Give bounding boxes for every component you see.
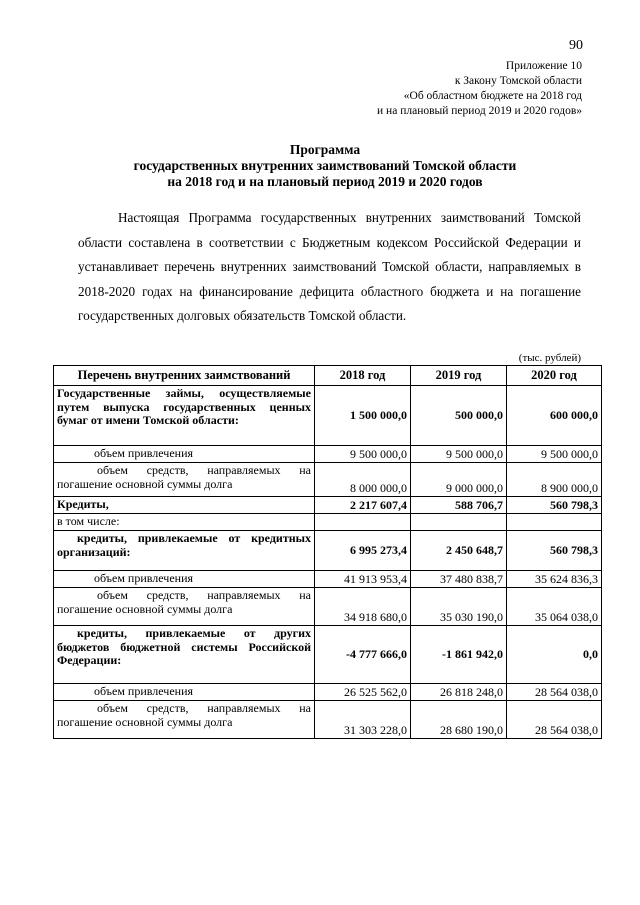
row-label: объем средств, направляемых на погашение основной суммы долга [54, 588, 315, 626]
cell-2020: 600 000,0 [507, 386, 602, 446]
table-row [54, 446, 602, 463]
cell-2018: 26 525 562,0 [315, 684, 411, 701]
table-header-row [54, 366, 602, 386]
cell-2018: 41 913 953,4 [315, 571, 411, 588]
appendix-line: и на плановый период 2019 и 2020 годов» [377, 105, 582, 117]
appendix-line: «Об областном бюджете на 2018 год [403, 90, 582, 102]
cell-2020: 9 500 000,0 [507, 446, 602, 463]
title-line: на 2018 год и на плановый период 2019 и 2020 годов [167, 174, 483, 189]
title-line: Программа [289, 142, 361, 157]
cell-2020: 560 798,3 [507, 497, 602, 514]
units-note: (тыс. рублей) [518, 352, 581, 364]
table-row [54, 514, 602, 531]
row-label: кредиты, привлекаемые от кредитных организаций: [54, 531, 315, 571]
table-row [54, 626, 602, 684]
cell-2020: 8 900 000,0 [507, 463, 602, 497]
cell-2020: 35 624 836,3 [507, 571, 602, 588]
table-row [54, 463, 602, 497]
appendix-line: Приложение 10 [505, 60, 582, 72]
table-row [54, 588, 602, 626]
table-row [54, 497, 602, 514]
cell-2019: 28 680 190,0 [411, 701, 507, 739]
cell-2019: 500 000,0 [411, 386, 507, 446]
row-label: кредиты, привлекаемые от других бюджетов бюджетной системы Российской Федерации: [54, 626, 315, 684]
cell-2020: 28 564 038,0 [507, 701, 602, 739]
intro-paragraph [78, 206, 581, 329]
row-label: объем привлечения [54, 684, 315, 701]
row-label: в том числе: [54, 514, 315, 531]
cell-2019 [411, 514, 507, 531]
cell-2019: 26 818 248,0 [411, 684, 507, 701]
row-label: Кредиты, [54, 497, 315, 514]
cell-2019: 37 480 838,7 [411, 571, 507, 588]
cell-2018: -4 777 666,0 [315, 626, 411, 684]
cell-2019: -1 861 942,0 [411, 626, 507, 684]
table-row [54, 701, 602, 739]
row-label: объем средств, направляемых на погашение основной суммы долга [54, 701, 315, 739]
cell-2019: 9 000 000,0 [411, 463, 507, 497]
cell-2018: 34 918 680,0 [315, 588, 411, 626]
table-row [54, 571, 602, 588]
table-row [54, 684, 602, 701]
appendix-header [262, 59, 582, 119]
header-cell: 2018 год [315, 366, 411, 386]
page-number: 90 [569, 38, 583, 53]
cell-2019: 588 706,7 [411, 497, 507, 514]
cell-2019: 35 030 190,0 [411, 588, 507, 626]
cell-2018: 1 500 000,0 [315, 386, 411, 446]
cell-2020: 0,0 [507, 626, 602, 684]
cell-2020: 35 064 038,0 [507, 588, 602, 626]
cell-2020: 28 564 038,0 [507, 684, 602, 701]
table-row [54, 386, 602, 446]
cell-2018: 2 217 607,4 [315, 497, 411, 514]
cell-2020: 560 798,3 [507, 531, 602, 571]
row-label: Государственные займы, осуществляемые путем выпуска государственных ценных бумаг от имени Томской области: [54, 386, 315, 446]
appendix-line: к Закону Томской области [454, 75, 582, 87]
cell-2018 [315, 514, 411, 531]
cell-2018: 8 000 000,0 [315, 463, 411, 497]
intro-text: Настоящая Программа государственных внутренних заимствований Томской области составлена в соответствии с Бюджетным кодексом Российской Федерации и устанавливает перечень внутренних заимствований Томской области, направляемых в 2018-2020 годах на финансирование дефицита областного бюджета и на погашение государственных долговых обязательств Томской области. [78, 210, 581, 323]
row-label: объем привлечения [54, 571, 315, 588]
cell-2018: 31 303 228,0 [315, 701, 411, 739]
row-label: объем привлечения [54, 446, 315, 463]
cell-2019: 9 500 000,0 [411, 446, 507, 463]
header-cell: 2020 год [507, 366, 602, 386]
cell-2020 [507, 514, 602, 531]
row-label: объем средств, направляемых на погашение основной суммы долга [54, 463, 315, 497]
table-row [54, 531, 602, 571]
header-cell: 2019 год [411, 366, 507, 386]
header-cell: Перечень внутренних заимствований [54, 366, 315, 386]
cell-2018: 9 500 000,0 [315, 446, 411, 463]
borrowings-table [53, 365, 602, 739]
cell-2018: 6 995 273,4 [315, 531, 411, 571]
cell-2019: 2 450 648,7 [411, 531, 507, 571]
title-line: государственных внутренних заимствований Томской области [133, 158, 517, 173]
document-title [60, 142, 590, 190]
